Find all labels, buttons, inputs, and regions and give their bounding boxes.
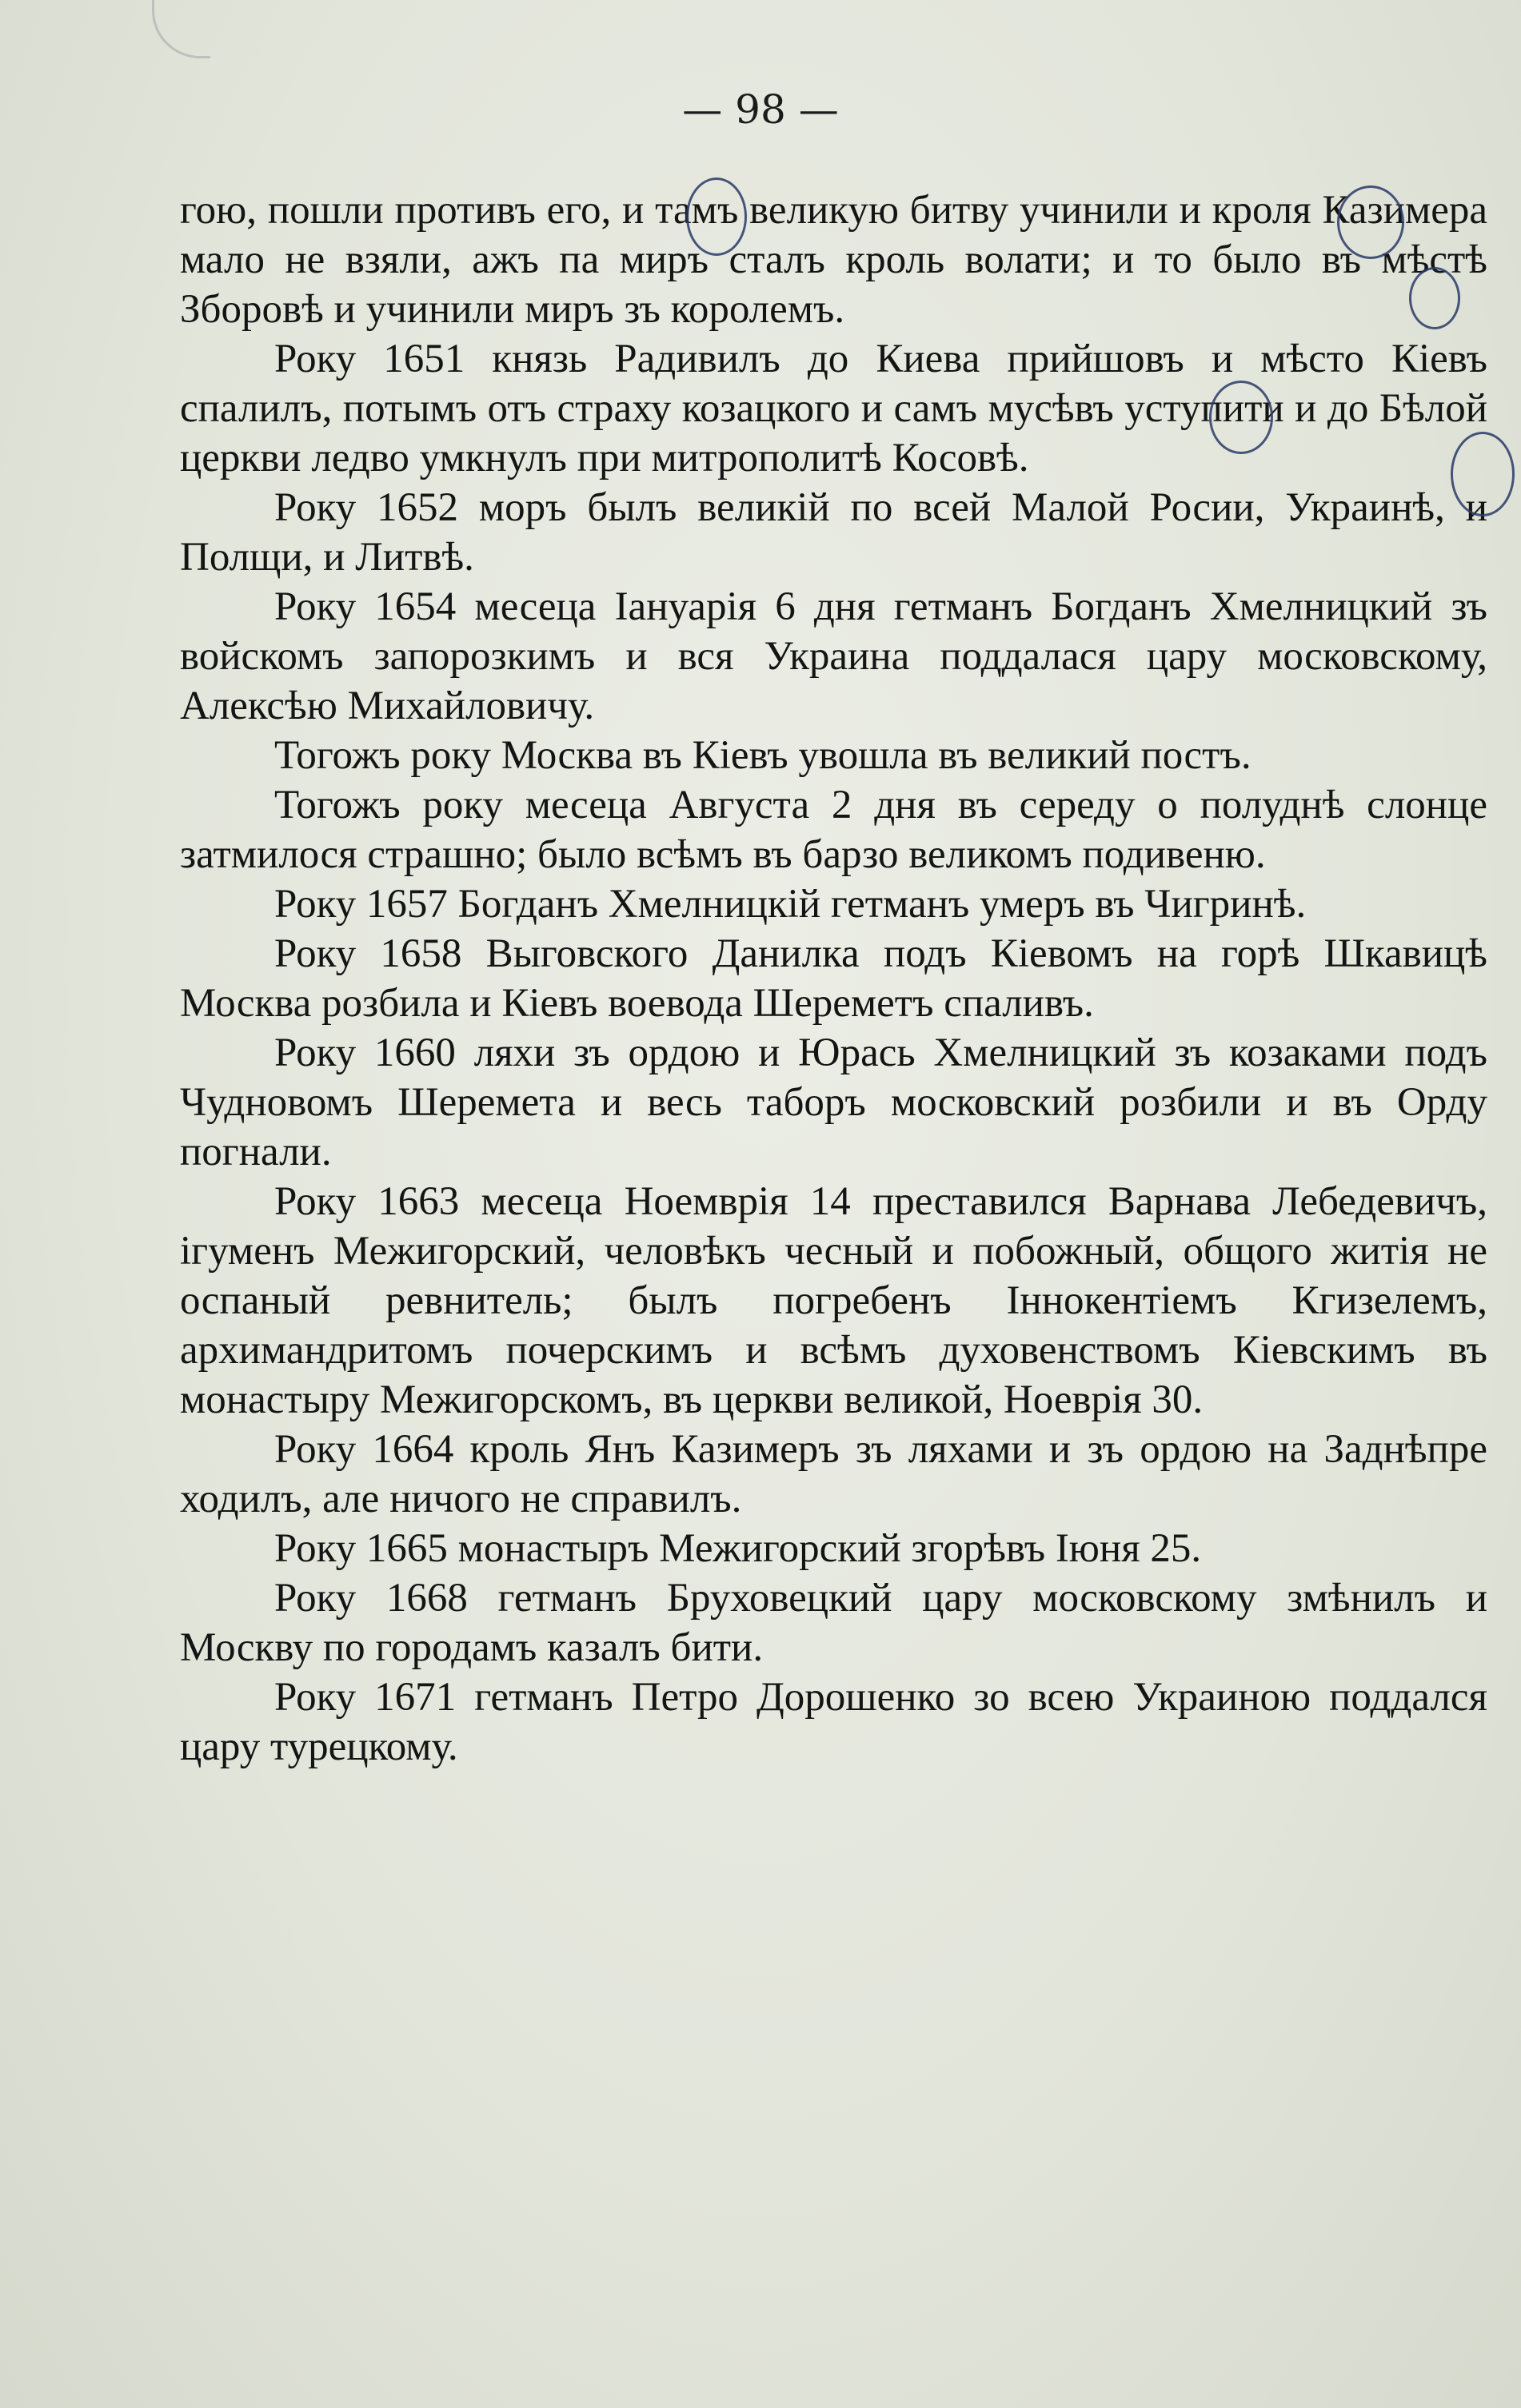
paragraph: Року 1651 князь Радивилъ до Киева прийшовъ и мѣсто Кіевъ спалилъ, потымъ отъ страху козацкого и самъ мусѣвъ уступити и до Бѣлой церкви ледво умкнулъ при митрополитѣ Косовѣ. — [180, 337, 1487, 480]
paragraph: Тогожъ року месеца Августа 2 дня въ середу о полуднѣ слонце затмилося страшно; было всѣмъ въ барзо великомъ подивеню. — [180, 783, 1487, 877]
paragraph: Року 1665 монастыръ Межигорский згорѣвъ Іюня 25. — [274, 1526, 1202, 1571]
page-number: — 98 — — [682, 86, 839, 133]
ink-circle-mark — [1451, 432, 1515, 516]
paragraph: Року 1660 ляхи зъ ордою и Юрась Хмелницкий зъ козаками подъ Чудновомъ Шеремета и весь таборъ московский розбили и въ Орду погнали. — [180, 1031, 1487, 1174]
paragraph: Року 1668 гетманъ Бруховецкий цару московскому змѣнилъ и Москву по городамъ казалъ бити. — [180, 1576, 1487, 1670]
paragraph: гою, пошли противъ его, и тамъ великую битву учинили и кроля Казимера мало не взяли, ажъ па миръ сталъ кроль волати; и то было въ мѣстѣ Зборовѣ и учинили миръ зъ королемъ. — [180, 188, 1487, 332]
paragraph: Року 1671 гетманъ Петро Дорошенко зо всею Украиною поддался цару турецкому. — [180, 1675, 1487, 1769]
paragraph: Року 1658 Выговского Данилка подъ Кіевомъ на горѣ Шкавицѣ Москва розбила и Кіевъ воевода Шереметъ спаливъ. — [180, 931, 1487, 1026]
paragraph: Тогожъ року Москва въ Кіевъ увошла въ великий постъ. — [274, 733, 1252, 778]
ink-circle-mark — [1209, 381, 1273, 454]
page-body — [180, 185, 1487, 1772]
pencil-mark — [152, 0, 210, 58]
paragraph: Року 1664 кроль Янъ Казимеръ зъ ляхами и зъ ордою на Заднѣпре ходилъ, але ничого не справилъ. — [180, 1427, 1487, 1521]
paragraph: Року 1663 месеца Ноемврія 14 преставился Варнава Лебедевичъ, ігуменъ Межигорский, человѣкъ чесный и побожный, общого житія не оспаный ревнитель; былъ погребенъ Іннокентіемъ Кгизелемъ, архимандритомъ почерскимъ и всѣмъ духовенствомъ Кіевскимъ въ монастыру Межигорскомъ, въ церкви великой, Ноеврія 30. — [180, 1179, 1487, 1422]
paragraph: Року 1657 Богданъ Хмелницкій гетманъ умеръ въ Чигринѣ. — [274, 882, 1307, 927]
paragraph: Року 1654 месеца Іануарія 6 дня гетманъ Богданъ Хмелницкий зъ войскомъ запорозкимъ и вся Украина поддалася цару московскому, Алексѣю Михайловичу. — [180, 584, 1487, 728]
ink-circle-mark — [686, 177, 747, 256]
ink-circle-mark — [1337, 185, 1404, 259]
paragraph: Року 1652 моръ былъ великій по всей Малой Росии, Украинѣ, и Полщи, и Литвѣ. — [180, 485, 1487, 580]
ink-circle-mark — [1409, 267, 1460, 329]
